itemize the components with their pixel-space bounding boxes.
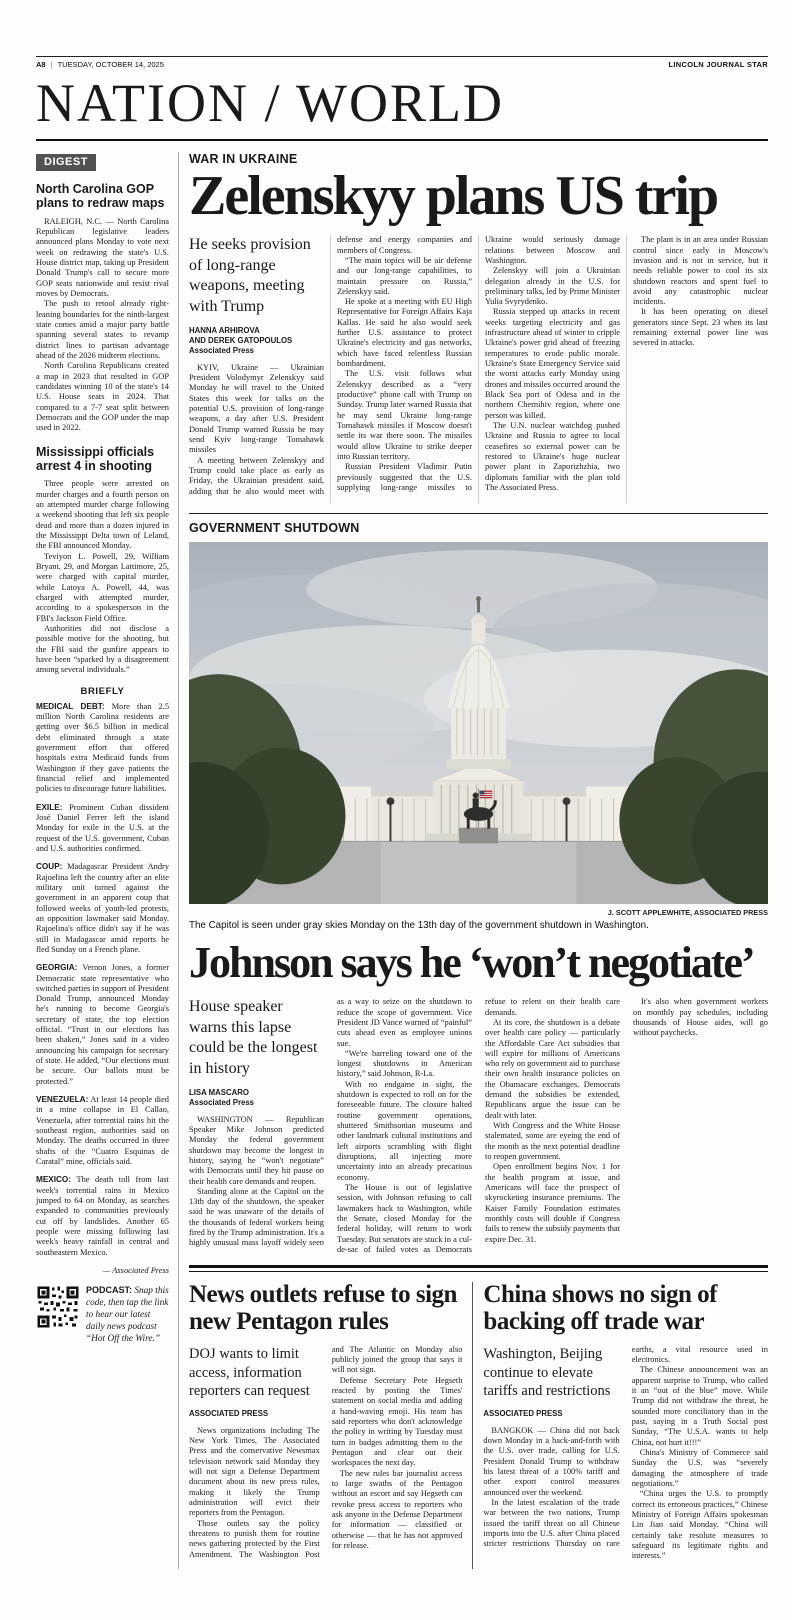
section-title: NATION / WORLD xyxy=(36,73,504,133)
johnson-article xyxy=(189,938,768,1257)
capitol-figure xyxy=(189,542,768,931)
capitol-photo xyxy=(189,542,768,904)
pentagon-byline: ASSOCIATED PRESS xyxy=(189,1409,269,1419)
johnson-byline: LISA MASCARO xyxy=(189,1088,249,1098)
china-article-body xyxy=(483,1345,768,1569)
divider: | xyxy=(50,60,53,69)
masthead-bottom-rule xyxy=(36,139,768,141)
briefly-header: BRIEFLY xyxy=(80,685,125,697)
digest-story-headline-2: Mississippi officials arrest 4 in shooting xyxy=(36,444,155,474)
ukraine-byline: HANNA ARHIROVA AND DEREK GATOPOULOS xyxy=(189,326,293,346)
digest-label: DIGEST xyxy=(36,154,96,171)
ukraine-paragraphs: KYIV, Ukraine — Ukrainian President Volodymyr Zelenskyy said Monday he will travel to the United States this week for talks on the potential U.S. provision of long-range weapons, a day after U.S. President Donald Trump warned Russia he may send Kyiv long-range Tomahawk missiles A meeting between Zelenskyy and Trump could take place as early as Friday, the Ukrainian president said, adding that he also would meet with defense and energy companies and members of Congress. “The main topics will be air defense and our long-range capabilities, to maintain pressure on Russia,” Zelenskyy said. He spoke at a meeting with EU High Representative for Foreign Affairs Kaja Kallas. He said he also would seek further U.S. assistance to protect Ukraine's electricity and gas networks, which have faced relentless Russian bombardment. The U.S. visit follows what Zelenskyy described as a “very productive” phone call with Trump on Sunday. Trump later warned Russia that he may send Ukraine long-range Tomahawk missiles if Moscow doesn't settle its war there soon. The missiles would allow Ukraine to strike deeper into Russian territory. Russian President Vladimir Putin previously suggested that the U.S. supplying long-range missiles to Ukraine would seriously damage relations between Moscow and Washington. Zelenskyy will join a Ukrainian delegation already in the U.S. for preliminary talks, led by Prime Minister Yulia Svyrydenko. Russia stepped up attacks in recent weeks targeting electricity and gas infrastructure ahead of winter to cripple Ukraine's power grid ahead of freezing temperatures to erode public morale. Ukraine's State Emergency Service said the worst attacks early Monday using drones and missiles occurred around the Black Sea port of Odesa and in the northern Chernihiv region, where one person was killed. The U.N. nuclear watchdog pushed Ukraine and Russia to agree to local ceasefires so external power can be restored to Ukraine's huge nuclear power plant in Zaporizhzhia, two diplomats familiar with the plan told The Associated Press. The plant is in an area under Russian control since early in Moscow's invasion and is not in service, but it needs reliable power to cool its six shutdown reactors and spent fuel to avoid any catastrophic nuclear incidents. It has been operating on diesel generators since Sept. 23 when its last remaining external power line was severed in attacks. xyxy=(189,235,768,496)
brief-georgia: GEORGIA: Vernon Jones, a former Democratic state representative who switched parties in support of President Donald Trump, announced Monday he's running to become Georgia's secretary of state, the top election official. “Trust in our elections has been shaken,” Jones said in a video announcing his campaign for secretary of state. He added, “Our elections must be secure. Our ballots must be protected.” xyxy=(36,963,169,1086)
issue-date: TUESDAY, OCTOBER 14, 2025 xyxy=(57,60,164,69)
edition-date xyxy=(36,60,164,69)
johnson-byline-org: Associated Press xyxy=(189,1098,255,1108)
digest-column xyxy=(36,152,179,1569)
ukraine-article-body xyxy=(189,235,768,503)
digest-story-headline-1: North Carolina GOP plans to redraw maps xyxy=(36,182,165,211)
china-article-header xyxy=(483,1345,619,1419)
brief-mexico: MEXICO: The death toll from last week's torrential rains in Mexico jumped to 64 on Monday, as searches expanded to communities previously cut off by landslides. Another 65 people were missing following last week's heavy rainfall in central and southeastern Mexico. xyxy=(36,1175,169,1257)
ukraine-byline-org: Associated Press xyxy=(189,346,255,356)
pentagon-paragraphs: News organizations including The New York Times, The Associated Press and the conservative Newsmax television network said Monday they will not sign a Defense Department document about its new press rules, making it likely the Trump administration will evict their reporters from the Pentagon. Those outlets say the policy threatens to punish them for routine news gathering protected by the First Amendment. The Washington Post and The Atlantic on Monday also publicly joined the group that says it will not sign. Defense Secretary Pete Hegseth reacted by posting the Times' statement on social media and adding a hand-waving emoji. His team has said reporters who don't acknowledge the policy in writing by Tuesday must turn in badges admitting them to the Pentagon and clear out their workspaces the next day. The new rules bar journalist access to large swaths of the Pentagon without an escort and say Hegseth can revoke press access to reporters who ask anyone in the Defense Department for information — classified or otherwise — that he has not approved for release. xyxy=(189,1344,463,1559)
china-article xyxy=(473,1282,768,1569)
capitol-caption-block xyxy=(189,908,768,931)
pentagon-subhead: DOJ wants to limit access, information reporters can request xyxy=(189,1345,310,1400)
brief-medical-debt: MEDICAL DEBT: More than 2.5 million North Carolina residents are getting over $6.5 billion in medical debt eliminated through a state government effort that offered hospitals extra Medicaid funds from Washington if they gave patients the financial relief and implemented policies to discourage future liabilities. xyxy=(36,701,170,794)
china-subhead: Washington, Beijing continue to elevate tariffs and restrictions xyxy=(483,1345,611,1400)
brief-venezuela: VENEZUELA: At least 14 people died in a mine collapse in El Callao, Venezuela, after torrential rains hit the southeast region, authorities said on Monday. The deaths occurred in three shafts of the “Cuatro Esquinas de Caratal” mine, officials said. xyxy=(36,1095,169,1167)
ukraine-headline: Zelenskyy plans US trip xyxy=(189,165,718,227)
shutdown-section xyxy=(189,513,768,931)
main-column xyxy=(179,152,768,1569)
ukraine-article xyxy=(189,152,768,503)
page-number: A8 xyxy=(36,60,46,69)
bottom-section-rule xyxy=(189,1265,768,1272)
johnson-paragraphs: WASHINGTON — Republican Speaker Mike Johnson predicted Monday the federal government shutdown may become the longest in history, saying he “won't negotiate” with Democrats until they hit pause on their health care demands and reopen. Standing alone at the Capitol on the 13th day of the shutdown, the speaker said he was unaware of the details of the thousands of federal workers being fired by the Trump administration. It's a highly unusual mass layoff widely seen as a way to seize on the shutdown to reduce the scope of government. Vice President JD Vance warned of “painful” cuts ahead even as employee unions sue. “We're barreling toward one of the longest shutdowns in American history,” said Johnson, R-La. With no endgame in sight, the shutdown is expected to roll on for the foreseeable future. The closure halted routine government operations, shuttered Smithsonian museums and other landmark cultural institutions and left airports scrambling with flight disruptions, all injecting more uncertainty into an already precarious economy. The House is out of legislative session, with Johnson refusing to call lawmakers back to Washington, while the Senate, closed Monday for the federal holiday, will return to work Tuesday. But senators are stuck in a cul-de-sac of failed votes as Democrats refuse to relent on their health care demands. At its core, the shutdown is a debate over health care policy — particularly the Affordable Care Act subsidies that will expire for millions of Americans who rely on government aid to purchase their own health insurance policies on the Obamacare exchanges. Democrats demand the subsidies be extended, Republicans argue the issue can be dealt with later. With Congress and the White House stalemated, some are eyeing the end of the month as the next potential deadline to reopen government. Open enrollment begins Nov. 1 for the health program at issue, and Americans will face the prospect of skyrocketing insurance premiums. The Kaiser Family Foundation estimates monthly costs will double if Congress fails to renew the subsidy payments that expire Dec. 31. It's also when government workers on monthly pay schedules, including thousands of House aides, will go without paychecks. xyxy=(189,997,768,1255)
digest-story-body-2: Three people were arrested on murder charges and a fourth person on an attempted murder charge following a weekend shooting that left six people dead and more than a dozen injured in the Mississippi Delta town of Leland, the FBI announced Monday. Teviyon L. Powell, 29, William Bryant, 29, and Morgan Lattimore, 25, were charged with capital murder, while Latoya A. Powell, 44, was charged with attempted murder, according to a spokesperson in the FBI's Jackson Field Office. Authorities did not disclose a possible motive for the shooting, but the FBI said the gunfire appears to have been “sparked by a disagreement among several individuals.” xyxy=(36,479,169,675)
ukraine-subhead: He seeks provision of long-range weapons, meeting with Trump xyxy=(189,236,311,315)
ukraine-article-header xyxy=(189,235,324,355)
photo-credit: J. SCOTT APPLEWHITE, ASSOCIATED PRESS xyxy=(607,908,768,918)
digest-story-body-1: RALEIGH, N.C. — North Carolina Republican legislative leaders announced plans Monday to vote next week on redrawing the state's U.S. House district map, taking up President Donald Trump's call to secure more GOP seats nationwide and resist rival moves by Democrats. The push to retool already right-leaning boundaries for the ninth-largest state comes amid a major party battle spanning several states to revamp district lines to partisan advantage ahead of the 2026 midterm elections. North Carolina Republicans created a map in 2023 that resulted in GOP candidates winning 10 of the state's 14 U.S. House seats in 2024. That compared to a 7-7 seat split between Democrats and the GOP under the map used in 2022. xyxy=(36,216,169,433)
china-headline: China shows no sign of backing off trade war xyxy=(483,1281,717,1335)
pentagon-article-header xyxy=(189,1345,320,1419)
pentagon-article-body xyxy=(189,1345,462,1569)
section-divider-rule xyxy=(189,513,768,514)
china-paragraphs: BANGKOK — China did not back down Monday in a back-and-forth with the U.S. over trade, calling for U.S. President Donald Trump to withdraw his latest threat of a 100% tariff and other export control measures announced over the weekend. In the latest escalation of the trade war between the two nations, Trump issued the tariff threat on all Chinese imports into the U.S. after China placed stricter restrictions Thursday on rare earths, a vital resource used in electronics. The Chinese announcement was an apparent surprise to Trump, who called it an “out of the blue” move. While Trump did not withdraw the threat, he sounded more conciliatory than in the past, saying in a Truth Social post Sunday, “The U.S.A. wants to help China, not hurt it!!!” China's Ministry of Commerce said Sunday the U.S. was “severely damaging the atmosphere of trade negotiations.” “China urges the U.S. to promptly correct its erroneous practices,” Chinese Ministry of Foreign Affairs spokesman Lin Jian said Monday. “China will certainly take resolute measures to safeguard its legitimate rights and interests.” xyxy=(483,1344,768,1561)
johnson-headline: Johnson says he ‘won’t negotiate’ xyxy=(189,938,754,988)
johnson-article-header xyxy=(189,997,324,1107)
digest-attribution: — Associated Press xyxy=(102,1266,169,1276)
johnson-article-body xyxy=(189,997,768,1257)
ukraine-kicker: WAR IN UKRAINE xyxy=(189,152,298,166)
page-content xyxy=(36,152,768,1569)
masthead xyxy=(36,0,768,141)
podcast-text: PODCAST: Snap this code, then tap the link to hear our latest daily news podcast “Hot Off the Wire.” xyxy=(86,1285,169,1344)
photo-caption: The Capitol is seen under gray skies Monday on the 13th day of the government shutdown in Washington. xyxy=(189,920,649,932)
china-byline: ASSOCIATED PRESS xyxy=(483,1409,563,1419)
masthead-strip xyxy=(36,57,768,71)
qr-code-icon xyxy=(36,1285,80,1329)
bottom-section xyxy=(189,1282,768,1569)
brief-exile: EXILE: Prominent Cuban dissident José Daniel Ferrer left the island Monday for exile in the U.S. at the request of the U.S. government, Cuban and U.S. authorities confirmed. xyxy=(36,802,169,853)
publication-name: LINCOLN JOURNAL STAR xyxy=(668,60,768,69)
brief-coup: COUP: Madagascar President Andry Rajoelina left the country after an elite military unit turned against the government in an apparent coup that followed weeks of youth-led protests, an opposition lawmaker said Monday. Rajoelina's office didn't say if he was still in Madagascar amid reports he fled Sunday on a French plane. xyxy=(36,862,170,954)
shutdown-kicker: GOVERNMENT SHUTDOWN xyxy=(189,521,360,536)
pentagon-article xyxy=(189,1282,473,1569)
podcast-promo xyxy=(36,1285,169,1345)
pentagon-headline: News outlets refuse to sign new Pentagon rules xyxy=(189,1281,457,1335)
johnson-subhead: House speaker warns this lapse could be the longest in history xyxy=(189,998,318,1077)
